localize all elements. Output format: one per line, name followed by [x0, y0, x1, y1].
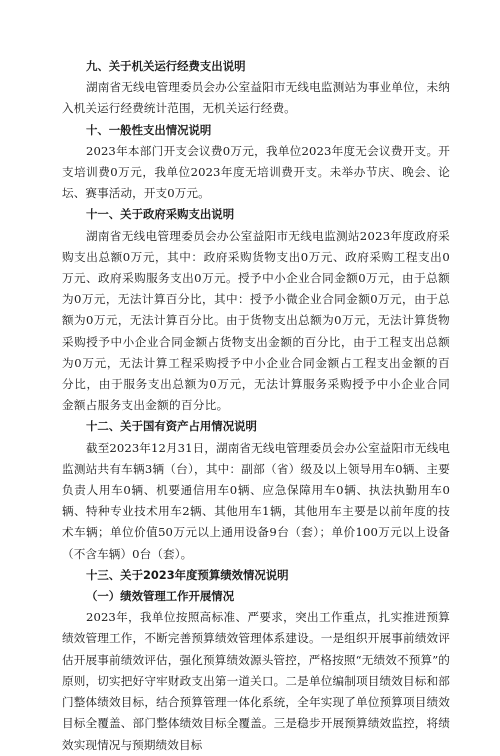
paragraph-state-assets: 截至2023年12月31日，湖南省无线电管理委员会办公室益阳市无线电监测站共有车辆3辆（台），其中：副部（省）级及以上领导用车0辆、主要负责人用车0辆、机要通信用车0辆、应急保障用车0辆、执法执勤用车0辆、特种专业技术用车2辆、其他用车1辆，其他用车主要是以前年度的技术车辆；单位价值50万元以上通用设备9台（套）；单价100万元以上设备（不含车辆）0台（套）。 [62, 440, 450, 561]
paragraph-operating-funds: 湖南省无线电管理委员会办公室益阳市无线电监测站为事业单位，未纳入机关运行经费统计范围，无机关运行经费。 [62, 80, 450, 116]
section-heading-10: 十、一般性支出情况说明 [86, 122, 212, 137]
section-heading-11: 十一、关于政府采购支出说明 [86, 207, 235, 222]
section-heading-12: 十二、关于国有资产占用情况说明 [86, 419, 257, 434]
section-heading-9: 九、关于机关运行经费支出说明 [86, 59, 246, 73]
paragraph-performance-management: 2023年，我单位按照高标准、严要求，突出工作重点，扎实推进预算绩效管理工作，不断完善预算绩效管理体系建设。一是组织开展事前绩效评估开展事前绩效评估，强化预算绩效源头管控，严格按照“无绩效不预算”的原则，切实把好守牢财政支出第一道关口。二是单位编制项目绩效目标和部门整体绩效目标，结合预算管理一体化系统，全年实现了单位预算项目绩效目标全覆盖、部门整体绩效目标全覆盖。三是稳步开展预算绩效监控，将绩效实现情况与预期绩效目标 [62, 610, 450, 752]
paragraph-government-procurement: 湖南省无线电管理委员会办公室益阳市无线电监测站2023年度政府采购支出总额0万元，其中：政府采购货物支出0万元、政府采购工程支出0万元、政府采购服务支出0万元。授予中小企业合同金额0万元，由于总额为0万元，无法计算百分比，其中：授予小微企业合同金额0万元，由于总额为0万元，无法计算百分比。由于货物支出总额为0万元，无法计算货物采购授予中小企业合同金额占货物支出金额的百分比，由于工程支出总额为0万元，无法计算工程采购授予中小企业合同金额占工程支出金额的百分比，由于服务支出总额为0万元，无法计算服务采购授予中小企业合同金额占服务支出金额的百分比。 [62, 228, 450, 413]
subsection-heading-1: （一）绩效管理工作开展情况 [86, 589, 235, 604]
section-heading-13: 十三、关于2023年度预算绩效情况说明 [86, 567, 289, 582]
paragraph-general-expenses: 2023年本部门开支会议费0万元，我单位2023年度无会议费开支。开支培训费0万元，我单位2023年度无培训费开支。未举办节庆、晚会、论坛、赛事活动，开支0万元。 [62, 143, 450, 201]
